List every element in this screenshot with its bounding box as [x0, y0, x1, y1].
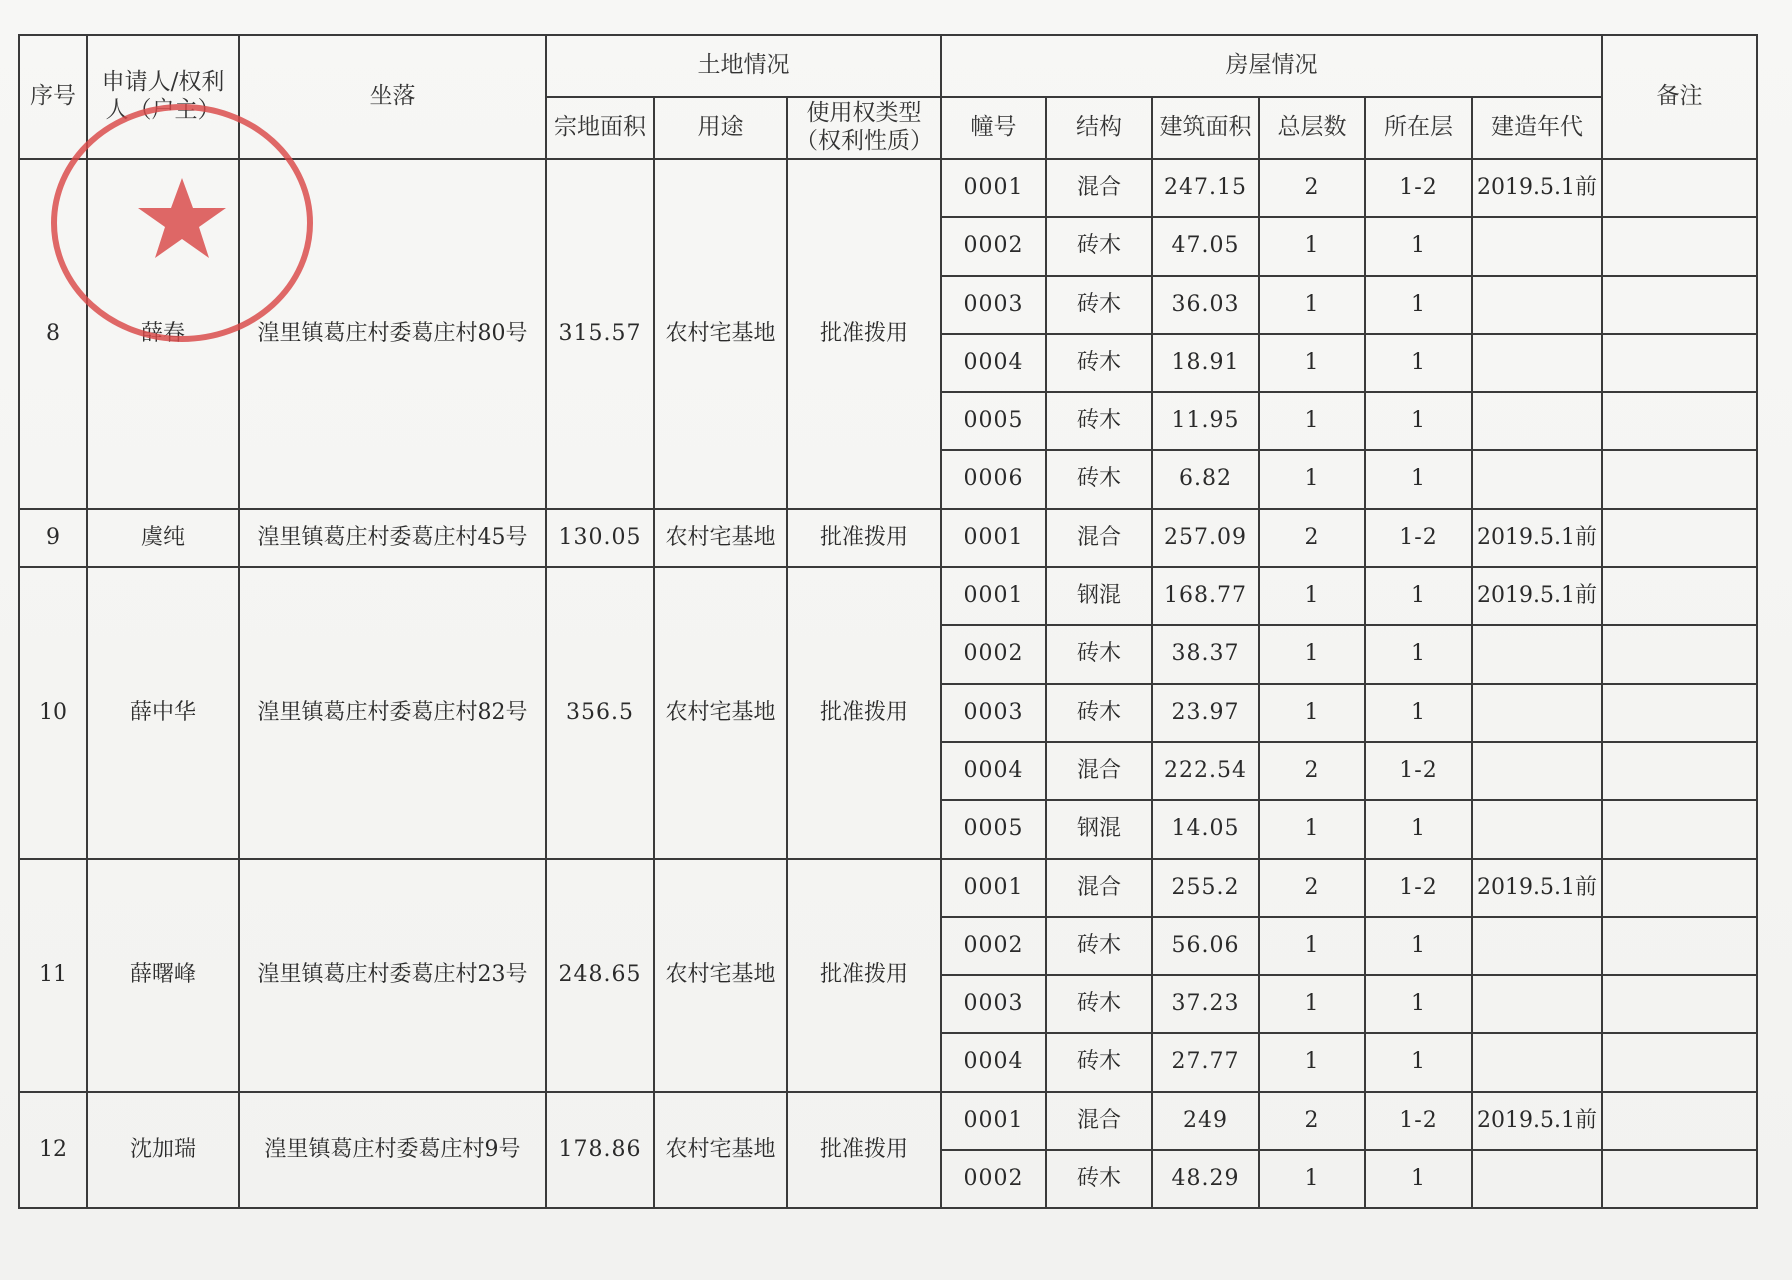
building-floors: 1	[1259, 217, 1365, 275]
building-no: 0001	[941, 509, 1046, 567]
building-year	[1472, 800, 1602, 858]
building-level: 1	[1365, 800, 1472, 858]
building-floors: 2	[1259, 159, 1365, 217]
building-area: 47.05	[1152, 217, 1259, 275]
building-structure: 混合	[1046, 859, 1152, 917]
building-floors: 1	[1259, 1150, 1365, 1208]
header-land-use: 用途	[654, 97, 787, 159]
record-land-use: 农村宅基地	[654, 859, 787, 1092]
building-no: 0001	[941, 1092, 1046, 1150]
record-land-use: 农村宅基地	[654, 509, 787, 567]
building-area: 222.54	[1152, 742, 1259, 800]
building-structure: 砖木	[1046, 975, 1152, 1033]
building-year	[1472, 625, 1602, 683]
record-right-type: 批准拨用	[787, 509, 941, 567]
building-remarks	[1602, 742, 1757, 800]
record-land-area: 130.05	[546, 509, 654, 567]
building-no: 0004	[941, 1033, 1046, 1091]
record-seq: 8	[19, 159, 87, 509]
building-remarks	[1602, 917, 1757, 975]
header-total-floors: 总层数	[1259, 97, 1365, 159]
building-area: 168.77	[1152, 567, 1259, 625]
building-no: 0004	[941, 742, 1046, 800]
record-location: 湟里镇葛庄村委葛庄村45号	[239, 509, 546, 567]
building-remarks	[1602, 1033, 1757, 1091]
record-seq: 11	[19, 859, 87, 1092]
building-structure: 砖木	[1046, 450, 1152, 508]
building-level: 1	[1365, 1033, 1472, 1091]
building-area: 247.15	[1152, 159, 1259, 217]
record-land-area: 248.65	[546, 859, 654, 1092]
building-structure: 砖木	[1046, 217, 1152, 275]
building-structure: 钢混	[1046, 800, 1152, 858]
building-level: 1-2	[1365, 742, 1472, 800]
building-area: 36.03	[1152, 276, 1259, 334]
building-remarks	[1602, 217, 1757, 275]
header-floor-area: 建筑面积	[1152, 97, 1259, 159]
building-remarks	[1602, 1092, 1757, 1150]
building-level: 1-2	[1365, 509, 1472, 567]
building-year	[1472, 1150, 1602, 1208]
building-level: 1	[1365, 684, 1472, 742]
building-remarks	[1602, 567, 1757, 625]
building-remarks	[1602, 975, 1757, 1033]
building-year: 2019.5.1前	[1472, 1092, 1602, 1150]
building-year	[1472, 392, 1602, 450]
building-structure: 砖木	[1046, 684, 1152, 742]
building-level: 1	[1365, 276, 1472, 334]
record-land-area: 315.57	[546, 159, 654, 509]
building-no: 0001	[941, 159, 1046, 217]
building-remarks	[1602, 276, 1757, 334]
building-level: 1	[1365, 917, 1472, 975]
building-remarks	[1602, 684, 1757, 742]
building-floors: 1	[1259, 917, 1365, 975]
building-remarks	[1602, 625, 1757, 683]
building-structure: 砖木	[1046, 392, 1152, 450]
building-no: 0001	[941, 859, 1046, 917]
header-land-area: 宗地面积	[546, 97, 654, 159]
building-area: 11.95	[1152, 392, 1259, 450]
building-year	[1472, 217, 1602, 275]
building-year	[1472, 975, 1602, 1033]
building-no: 0005	[941, 392, 1046, 450]
building-area: 14.05	[1152, 800, 1259, 858]
record-right-type: 批准拨用	[787, 567, 941, 858]
building-area: 27.77	[1152, 1033, 1259, 1091]
record-land-area: 356.5	[546, 567, 654, 858]
building-floors: 1	[1259, 800, 1365, 858]
building-structure: 砖木	[1046, 917, 1152, 975]
building-year	[1472, 276, 1602, 334]
building-area: 255.2	[1152, 859, 1259, 917]
building-no: 0002	[941, 217, 1046, 275]
building-floors: 1	[1259, 392, 1365, 450]
building-structure: 砖木	[1046, 276, 1152, 334]
building-structure: 砖木	[1046, 1150, 1152, 1208]
record-applicant: 薛曙峰	[87, 859, 239, 1092]
record-seq: 10	[19, 567, 87, 858]
table-body	[19, 159, 1757, 1208]
header-location: 坐落	[239, 35, 546, 159]
building-remarks	[1602, 334, 1757, 392]
building-remarks	[1602, 859, 1757, 917]
building-no: 0003	[941, 276, 1046, 334]
record-land-use: 农村宅基地	[654, 567, 787, 858]
header-right-type: 使用权类型（权利性质）	[787, 97, 941, 159]
record-right-type: 批准拨用	[787, 1092, 941, 1209]
table-row	[19, 1092, 1757, 1150]
building-floors: 1	[1259, 276, 1365, 334]
building-area: 56.06	[1152, 917, 1259, 975]
building-area: 48.29	[1152, 1150, 1259, 1208]
building-no: 0001	[941, 567, 1046, 625]
building-remarks	[1602, 450, 1757, 508]
header-applicant: 申请人/权利人（户主）	[87, 35, 239, 159]
building-level: 1-2	[1365, 859, 1472, 917]
building-year: 2019.5.1前	[1472, 159, 1602, 217]
building-year	[1472, 1033, 1602, 1091]
record-seq: 12	[19, 1092, 87, 1209]
table-row	[19, 859, 1757, 917]
record-location: 湟里镇葛庄村委葛庄村9号	[239, 1092, 546, 1209]
building-floors: 1	[1259, 450, 1365, 508]
table-row	[19, 509, 1757, 567]
header-land-group: 土地情况	[546, 35, 941, 97]
record-land-use: 农村宅基地	[654, 159, 787, 509]
record-right-type: 批准拨用	[787, 859, 941, 1092]
building-no: 0003	[941, 975, 1046, 1033]
registration-table	[18, 34, 1758, 1209]
header-remarks: 备注	[1602, 35, 1757, 159]
building-year: 2019.5.1前	[1472, 859, 1602, 917]
building-area: 249	[1152, 1092, 1259, 1150]
building-remarks	[1602, 392, 1757, 450]
building-year	[1472, 450, 1602, 508]
record-applicant: 沈加瑞	[87, 1092, 239, 1209]
building-no: 0004	[941, 334, 1046, 392]
building-area: 38.37	[1152, 625, 1259, 683]
building-remarks	[1602, 159, 1757, 217]
building-level: 1	[1365, 217, 1472, 275]
record-location: 湟里镇葛庄村委葛庄村82号	[239, 567, 546, 858]
building-area: 23.97	[1152, 684, 1259, 742]
building-no: 0006	[941, 450, 1046, 508]
building-level: 1	[1365, 450, 1472, 508]
building-floors: 2	[1259, 742, 1365, 800]
building-floors: 2	[1259, 1092, 1365, 1150]
building-level: 1	[1365, 1150, 1472, 1208]
record-location: 湟里镇葛庄村委葛庄村80号	[239, 159, 546, 509]
record-right-type: 批准拨用	[787, 159, 941, 509]
building-no: 0002	[941, 917, 1046, 975]
header-build-year: 建造年代	[1472, 97, 1602, 159]
building-level: 1	[1365, 975, 1472, 1033]
building-year	[1472, 917, 1602, 975]
building-floors: 2	[1259, 509, 1365, 567]
record-applicant: 薛中华	[87, 567, 239, 858]
table-header	[19, 35, 1757, 159]
building-structure: 混合	[1046, 159, 1152, 217]
header-structure: 结构	[1046, 97, 1152, 159]
building-structure: 钢混	[1046, 567, 1152, 625]
building-floors: 1	[1259, 625, 1365, 683]
record-seq: 9	[19, 509, 87, 567]
building-floors: 1	[1259, 334, 1365, 392]
building-area: 6.82	[1152, 450, 1259, 508]
header-building-no: 幢号	[941, 97, 1046, 159]
record-land-use: 农村宅基地	[654, 1092, 787, 1209]
building-structure: 混合	[1046, 509, 1152, 567]
building-floors: 1	[1259, 975, 1365, 1033]
building-level: 1	[1365, 567, 1472, 625]
building-year	[1472, 334, 1602, 392]
building-year: 2019.5.1前	[1472, 567, 1602, 625]
building-no: 0002	[941, 1150, 1046, 1208]
building-structure: 混合	[1046, 1092, 1152, 1150]
building-no: 0005	[941, 800, 1046, 858]
building-remarks	[1602, 509, 1757, 567]
building-no: 0003	[941, 684, 1046, 742]
building-level: 1-2	[1365, 1092, 1472, 1150]
building-area: 37.23	[1152, 975, 1259, 1033]
building-level: 1	[1365, 392, 1472, 450]
building-year	[1472, 684, 1602, 742]
building-remarks	[1602, 800, 1757, 858]
header-house-group: 房屋情况	[941, 35, 1602, 97]
record-land-area: 178.86	[546, 1092, 654, 1209]
building-area: 18.91	[1152, 334, 1259, 392]
building-structure: 砖木	[1046, 334, 1152, 392]
building-structure: 砖木	[1046, 625, 1152, 683]
building-floors: 1	[1259, 684, 1365, 742]
building-area: 257.09	[1152, 509, 1259, 567]
record-location: 湟里镇葛庄村委葛庄村23号	[239, 859, 546, 1092]
record-applicant: 虞纯	[87, 509, 239, 567]
building-floors: 1	[1259, 567, 1365, 625]
table-row	[19, 159, 1757, 217]
building-level: 1	[1365, 334, 1472, 392]
building-level: 1	[1365, 625, 1472, 683]
table-row	[19, 567, 1757, 625]
building-remarks	[1602, 1150, 1757, 1208]
building-year: 2019.5.1前	[1472, 509, 1602, 567]
record-applicant: 薛春	[87, 159, 239, 509]
building-no: 0002	[941, 625, 1046, 683]
header-floor-level: 所在层	[1365, 97, 1472, 159]
building-floors: 2	[1259, 859, 1365, 917]
building-structure: 砖木	[1046, 1033, 1152, 1091]
building-structure: 混合	[1046, 742, 1152, 800]
header-seq: 序号	[19, 35, 87, 159]
building-level: 1-2	[1365, 159, 1472, 217]
building-year	[1472, 742, 1602, 800]
building-floors: 1	[1259, 1033, 1365, 1091]
